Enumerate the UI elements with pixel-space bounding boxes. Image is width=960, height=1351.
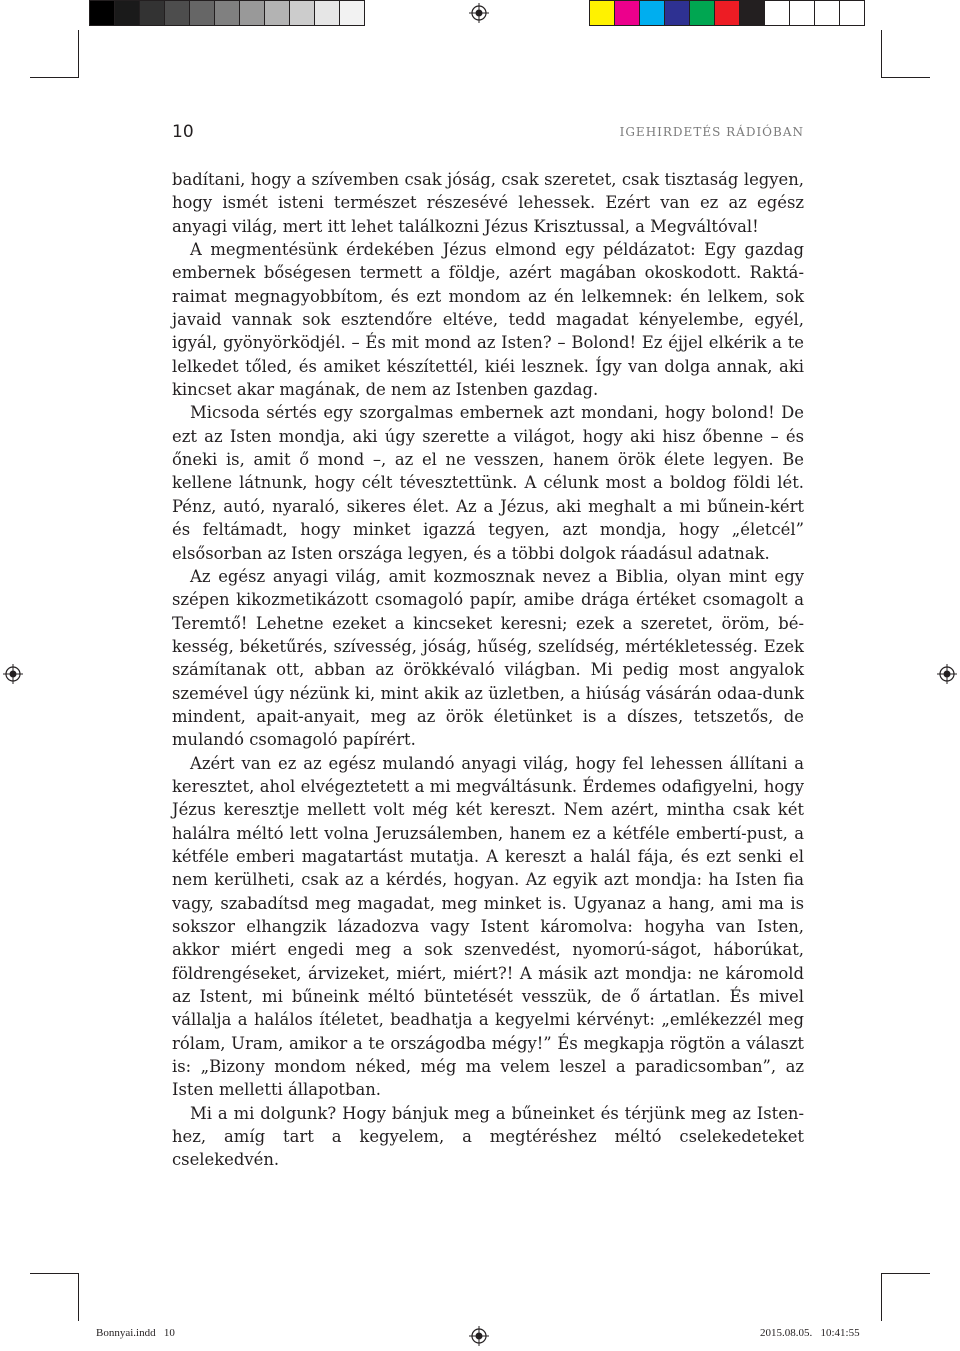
color-swatch <box>664 0 690 26</box>
color-swatch <box>114 0 140 26</box>
crop-mark <box>78 30 79 78</box>
registration-mark-icon <box>937 664 957 684</box>
paragraph: Az egész anyagi világ, amit kozmosznak nevez a Biblia, olyan mint egy szépen kikozmetikázott csomagoló papír, amibe drága értéket csomagolt a Teremtő! Lehetne ezeket a kincseket keresni; ezek a szeretet, öröm, bé-kesség, béketűrés, szívesség, jóság, hűség, szelídség, mértékletesség. Ezek számítanak ott, abban az örökkévaló világban. Mi pedig most angyalok szemével úgy nézünk ki, mint akik az üzletben, a hiúság vásárán odaa-dunk mindent, apait-anyait, meg az örök életünket is a díszes, tetszetős, de mulandó csomagoló papírért. <box>172 566 804 750</box>
color-swatch <box>214 0 240 26</box>
crop-mark <box>30 77 78 78</box>
grayscale-color-bar <box>90 0 365 26</box>
color-swatch <box>289 0 315 26</box>
color-swatch <box>839 0 865 26</box>
body-text <box>172 168 804 1172</box>
crop-mark <box>882 1273 930 1274</box>
slug-file-name: Bonnyai.indd 10 <box>96 1327 175 1339</box>
color-swatch <box>739 0 765 26</box>
color-swatch <box>789 0 815 26</box>
color-swatch <box>814 0 840 26</box>
color-swatch <box>339 0 365 26</box>
paragraph: Azért van ez az egész mulandó anyagi világ, hogy fel lehessen állítani a keresztet, ahol elvégeztetett a mi megváltásunk. Érdemes odafigyelni, hogy Jézus keresztje mellett volt még két kereszt. Nem azért, mintha csak két halálra méltó lett volna Jeruzsálemben, hanem ez a kétféle embertí-pust, a kétféle emberi magatartást mutatja. A kereszt a halál fája, és ezt senki el nem kerülheti, csak az a kérdés, hogyan. Az egyik azt mondja: ha Isten fia vagy, szabadítsd meg magadat, meg minket is. Ugyanaz a hang, ami ma is sokszor elhangzik lázadozva vagy Istent káromolva: hogyha van Isten, akkor miért engedi meg a sok szenvedést, nyomorú-ságot, háborúkat, földrengéseket, árvizeket, miért, miért?! A másik azt mondja: ne káromold az Istent, mi bűneink méltó büntetését vesszük, de ő ártatlan. És mivel vállalja a halálos ítéletet, beadhatja a kegyelmi kérvényt: „emlékezzél meg rólam, Uram, amikor a te országodba mégy!” És megkapja rögtön a választ is: „Bizony mondom néked, még ma velem leszel a paradicsomban”, az Isten melletti állapotban. <box>172 753 804 1100</box>
crop-mark <box>30 1273 78 1274</box>
crop-mark <box>78 1273 79 1321</box>
color-swatch <box>189 0 215 26</box>
color-swatch <box>314 0 340 26</box>
running-title: IGEHIRDETÉS RÁDIÓBAN <box>619 125 804 139</box>
color-swatch <box>89 0 115 26</box>
color-swatch <box>714 0 740 26</box>
registration-mark-icon <box>469 3 489 23</box>
paragraph: A megmentésünk érdekében Jézus elmond egy példázatot: Egy gazdag embernek bőségesen termett a földje, azért magában okoskodott. Raktá-raimat megnagyobbítom, és ezt mondom az én lelkemnek: én lelkem, sok javaid vannak sok esztendőre eltéve, tedd magadat kényelembe, egyél, igyál, gyönyörködjél. – És mit mond az Isten? – Bolond! Ez éjjel elkérik a te lelkedet tőled, és amiket készítettél, kiéi lesznek. Így van dolga annak, aki kincset akar magának, de nem az Istenben gazdag. <box>172 240 804 400</box>
paragraph: Micsoda sértés egy szorgalmas embernek azt mondani, hogy bolond! De ezt az Isten mondja, aki úgy szerette a világot, hogy aki hisz őbenne – és őneki is, amit ő mond –, az el ne vesszen, hanem örök élete legyen. Be kellene látnunk, hogy célt tévesztettünk. A célunk most a boldog földi lét. Pénz, autó, nyaraló, sikeres élet. Az a Jézus, aki meghalt a mi bűnein-kért és feltámadt, hogy minket igazzá tegyen, azt mondja, hogy „életcél” elsősorban az Isten országa legyen, és a többi dolgok ráadásul adatnak. <box>172 403 804 563</box>
color-swatch <box>164 0 190 26</box>
color-swatch <box>689 0 715 26</box>
crop-mark <box>881 30 882 78</box>
paragraph: badítani, hogy a szívemben csak jóság, csak szeretet, csak tisztaság legyen, hogy ismét isteni természet részesévé lehessek. Ezért van ez az egész anyagi világ, mert itt lehet találkozni Jézus Krisztussal, a Megváltóval! <box>172 170 804 236</box>
paragraph: Mi a mi dolgunk? Hogy bánjuk meg a bűneinket és térjünk meg az Isten-hez, amíg tart a kegyelem, a megtéréshez méltó cselekedeteket cselekedvén. <box>172 1103 804 1170</box>
color-swatch <box>239 0 265 26</box>
color-swatch <box>139 0 165 26</box>
color-swatch <box>264 0 290 26</box>
crop-mark <box>882 77 930 78</box>
crop-mark <box>881 1273 882 1321</box>
color-swatch <box>614 0 640 26</box>
color-swatch <box>589 0 615 26</box>
color-swatch <box>639 0 665 26</box>
slug-timestamp: 2015.08.05. 10:41:55 <box>760 1327 860 1339</box>
running-head <box>172 122 804 144</box>
registration-mark-icon <box>469 1326 489 1346</box>
registration-mark-icon <box>3 664 23 684</box>
color-swatch <box>764 0 790 26</box>
process-color-bar <box>590 0 865 26</box>
page-number: 10 <box>172 122 194 142</box>
